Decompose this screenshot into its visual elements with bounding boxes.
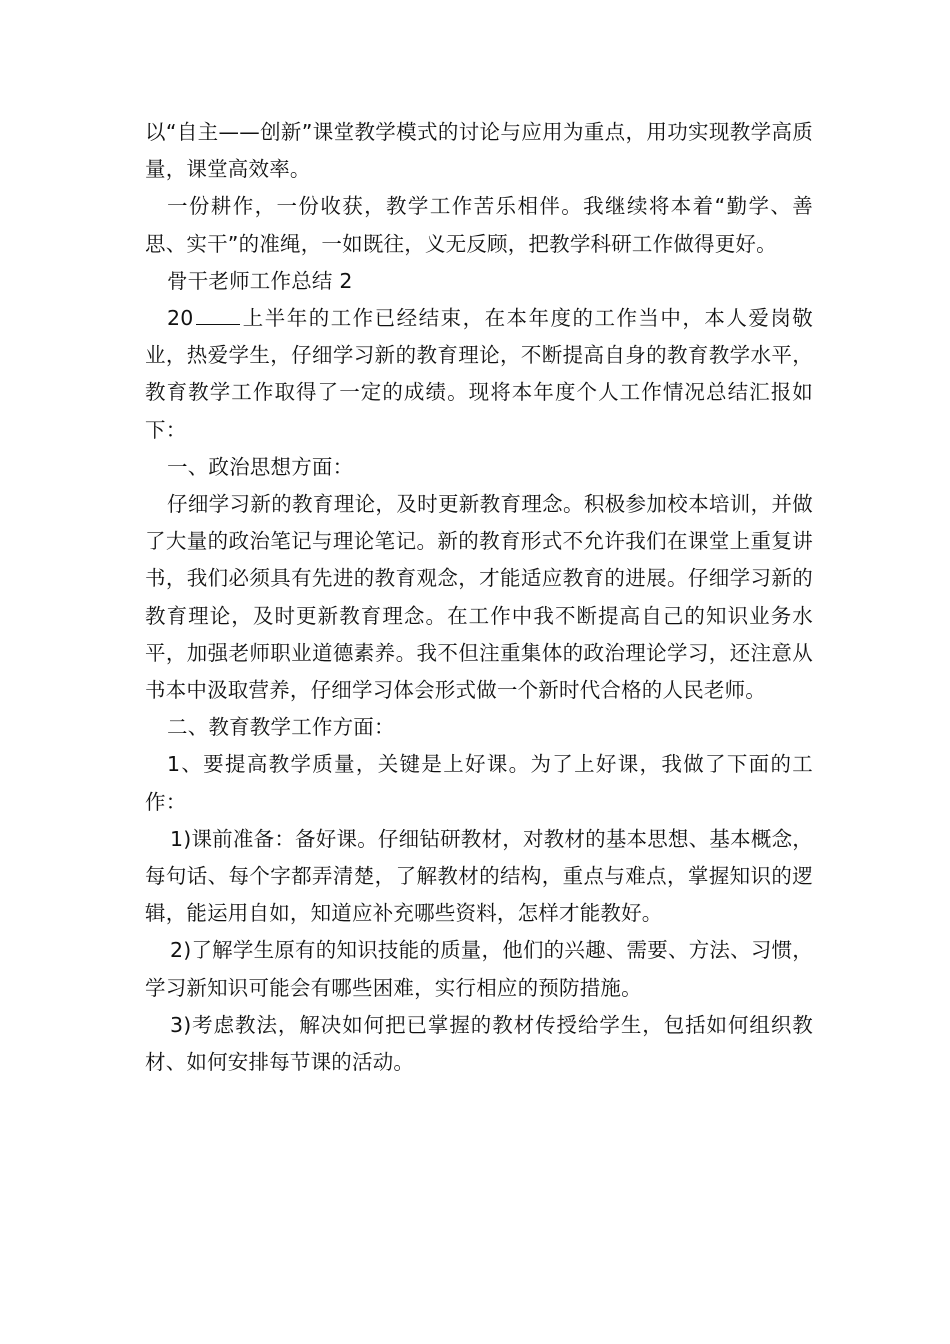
paragraph-teaching-1: 1、要提高教学质量，关键是上好课。为了上好课，我做了下面的工作： <box>145 752 813 814</box>
document-page <box>145 114 813 1081</box>
year-prefix: 20 <box>167 306 194 331</box>
section-title: 骨干老师工作总结 2 <box>167 268 353 293</box>
paragraph-intro <box>145 300 813 449</box>
paragraph-political: 仔细学习新的教育理论，及时更新教育理念。积极参加校本培训，并做了大量的政治笔记与理论笔记。新的教育形式不允许我们在课堂上重复讲书，我们必须具有先进的教育观念，才能适应教育的进展。仔细学习新的教育理论，及时更新教育理念。在工作中我不断提高自己的知识业务水平，加强老师职业道德素养。我不但注重集体的政治理论学习，还注意从书本中汲取营养，仔细学习体会形式做一个新时代合格的人民老师。 <box>145 492 813 703</box>
paragraph-item-2: 2)了解学生原有的知识技能的质量，他们的兴趣、需要、方法、习惯，学习新知识可能会有哪些困难，实行相应的预防措施。 <box>145 938 813 1000</box>
paragraph-closing: 一份耕作，一份收获，教学工作苦乐相伴。我继续将本着“勤学、善思、实干”的准绳，一如既往，义无反顾，把教学科研工作做得更好。 <box>145 194 813 256</box>
paragraph-intro-text: 上半年的工作已经结束，在本年度的工作当中，本人爱岗敬业，热爱学生，仔细学习新的教育理论，不断提高自身的教育教学水平，教育教学工作取得了一定的成绩。现将本年度个人工作情况总结汇报如下： <box>145 306 813 442</box>
heading-political: 一、政治思想方面： <box>167 454 354 479</box>
paragraph-continuation: 以“自主——创新”课堂教学模式的讨论与应用为重点，用功实现教学高质量，课堂高效率。 <box>145 120 813 182</box>
heading-teaching: 二、教育教学工作方面： <box>167 715 395 740</box>
paragraph-item-1: 1)课前准备：备好课。仔细钻研教材，对教材的基本思想、基本概念，每句话、每个字都弄清楚，了解教材的结构，重点与难点，掌握知识的逻辑，能运用自如，知道应补充哪些资料，怎样才能教好。 <box>145 826 813 926</box>
year-blank <box>196 306 240 325</box>
paragraph-item-3: 3)考虑教法，解决如何把已掌握的教材传授给学生，包括如何组织教材、如何安排每节课的活动。 <box>145 1012 813 1075</box>
